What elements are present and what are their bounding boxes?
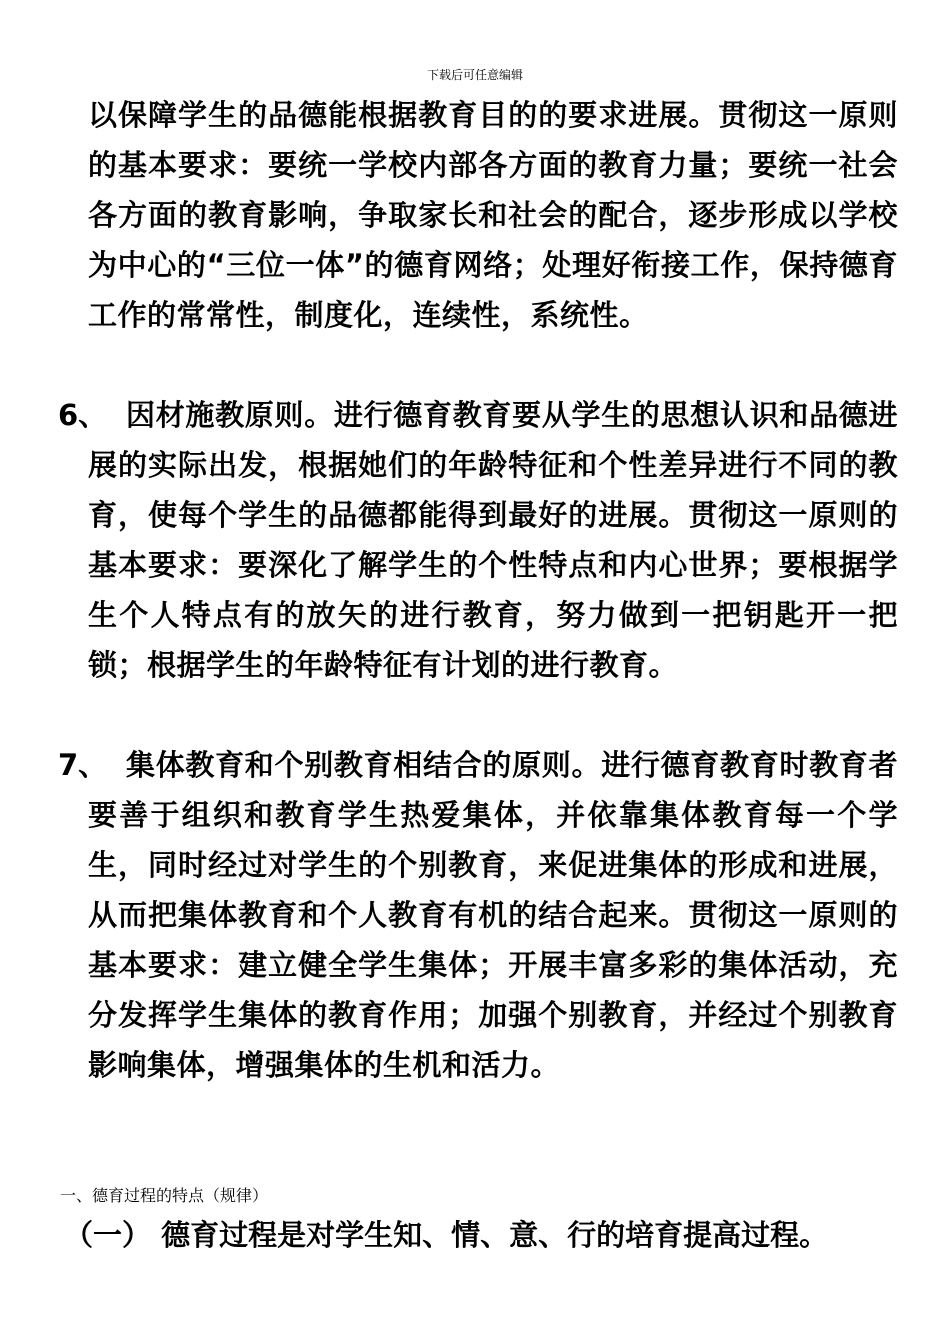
page-header-note: 下载后可任意编辑 (426, 68, 523, 82)
section-heading: 一、德育过程的特点（规律） (60, 1186, 269, 1205)
item-number: 6、 (58, 398, 108, 432)
list-item-7 (58, 740, 898, 1090)
item-text: 集体教育和个别教育相结合的原则。进行德育教育时教育者要善于组织和教育学生热爱集体，并依靠集体教育每一个学生，同时经过对学生的个别教育，来促进集体的形成和进展，从而把集体教育和个人教育有机的结合起来。贯彻这一原则的基本要求：建立健全学生集体；开展丰富多彩的集体活动，充分发挥学生集体的教育作用；加强个别教育，并经过个别教育影响集体，增强集体的生机和活力。 (88, 748, 898, 1082)
list-item-6 (58, 390, 898, 690)
item-number: 7、 (58, 748, 108, 782)
sub-heading: （一） 德育过程是对学生知、情、意、行的培育提高过程。 (64, 1218, 829, 1252)
item-text: 因材施教原则。进行德育教育要从学生的思想认识和品德进展的实际出发，根据她们的年龄特征和个性差异进行不同的教育，使每个学生的品德都能得到最好的进展。贯彻这一原则的基本要求：要深化了解学生的个性特点和内心世界；要根据学生个人特点有的放矢的进行教育，努力做到一把钥匙开一把锁；根据学生的年龄特征有计划的进行教育。 (88, 398, 898, 682)
continuation-paragraph: 以保障学生的品德能根据教育目的的要求进展。贯彻这一原则的基本要求：要统一学校内部各方面的教育力量；要统一社会各方面的教育影响，争取家长和社会的配合，逐步形成以学校为中心的“三位一体”的德育网络；处理好衔接工作，保持德育工作的常常性，制度化，连续性，系统性。 (88, 98, 898, 332)
